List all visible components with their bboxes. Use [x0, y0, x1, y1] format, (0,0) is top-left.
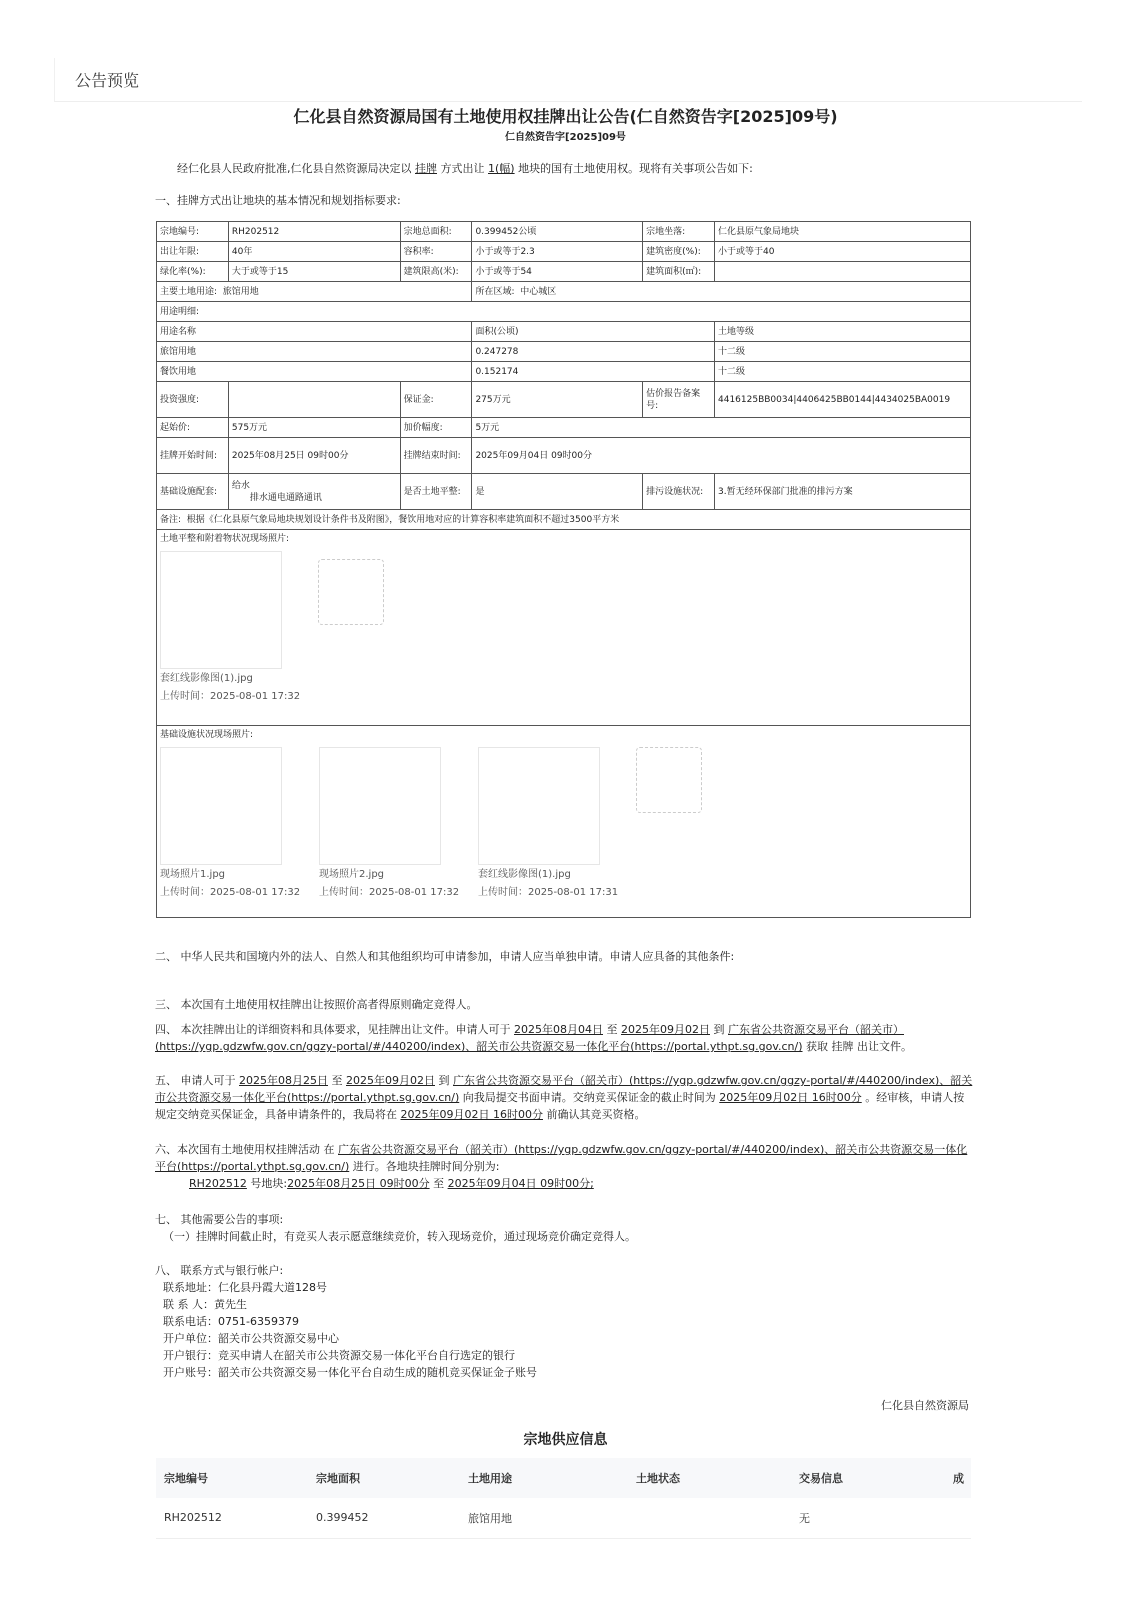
platform-link[interactable]: 广东省公共资源交易平台（韶关市）(https://ygp.gdzwfw.gov.cn/ggzy-portal/#/440200/index)、韶关市公共资源交易一体化平台(https://portal.ythpt.sg.gov.cn/) — [155, 1074, 973, 1104]
table-row — [157, 302, 971, 322]
platform-link[interactable]: 广东省公共资源交易平台（韶关市）(https://ygp.gdzwfw.gov.cn/ggzy-portal/#/440200/index)、韶关市公共资源交易一体化平台(https://portal.ythpt.sg.gov.cn/) — [155, 1143, 968, 1173]
photo-thumbnail[interactable] — [319, 747, 441, 865]
remark-cell: 备注: 根据《仁化县原气象局地块规划设计条件书及附图》，餐饮用地对应的计算容积率建筑面积不超过3500平方米 — [157, 510, 971, 530]
density-value: 小于或等于40 — [715, 242, 971, 262]
height-label: 建筑限高(米): — [400, 262, 472, 282]
increment-value: 5万元 — [472, 418, 971, 438]
parcel-no-label: 宗地编号: — [157, 222, 229, 242]
start-price-label: 起始价: — [157, 418, 229, 438]
table-row — [157, 382, 971, 418]
use-row-area: 0.247278 — [472, 342, 715, 362]
table-cell: RH202512 — [156, 1498, 308, 1538]
sewage-value: 3.暂无经环保部门批准的排污方案 — [715, 474, 971, 510]
photo-upload-time: 上传时间：2025-08-01 17:32 — [319, 886, 460, 898]
image-placeholder-icon — [318, 559, 384, 625]
infra-label: 基础设施配套: — [157, 474, 229, 510]
floor-area-label: 建筑面积(㎡): — [643, 262, 715, 282]
total-area-label: 宗地总面积: — [400, 222, 472, 242]
preview-title: 公告预览 — [75, 71, 140, 90]
section-7: 七、 其他需要公告的事项: （一）挂牌时间截止时，有竞买人表示愿意继续竞价，转入现场竞价，通过现场竞价确定竞得人。 — [155, 1213, 636, 1243]
far-label: 容积率: — [400, 242, 472, 262]
sewage-label: 排污设施状况: — [643, 474, 715, 510]
photo-filename[interactable]: 套红线影像图(1).jpg — [478, 868, 571, 880]
section-1-heading: 一、挂牌方式出让地块的基本情况和规划指标要求: — [155, 194, 401, 207]
photo-filename[interactable]: 现场照片2.jpg — [319, 868, 385, 880]
green-label: 绿化率(%): — [157, 262, 229, 282]
photo-upload-time: 上传时间：2025-08-01 17:32 — [160, 690, 301, 702]
invest-label: 投资强度: — [157, 382, 229, 418]
appraisal-value: 4416125BB0034|4406425BB0144|4434025BA0019 — [715, 382, 971, 418]
use-row-grade: 十二级 — [715, 362, 971, 382]
photo-upload-time: 上传时间：2025-08-01 17:31 — [478, 886, 619, 898]
infra-photos-label: 基础设施状况现场照片: — [160, 729, 254, 740]
infra-value: 给水 排水通电通路通讯 — [228, 474, 400, 510]
column-header: 土地状态 — [628, 1458, 791, 1498]
density-label: 建筑密度(%): — [643, 242, 715, 262]
list-start-label: 挂牌开始时间: — [157, 438, 229, 474]
main-use-value: 旅馆用地 — [222, 286, 259, 297]
table-header-row — [156, 1458, 971, 1498]
table-row — [157, 242, 971, 262]
table-row — [156, 1498, 971, 1538]
use-row-area: 0.152174 — [472, 362, 715, 382]
table-row — [157, 726, 971, 918]
photo-upload-time: 上传时间：2025-08-01 17:32 — [160, 886, 301, 898]
table-cell: 无 — [791, 1498, 953, 1538]
photo-thumbnail[interactable] — [160, 551, 282, 669]
column-header: 宗地面积 — [308, 1458, 460, 1498]
deposit-label: 保证金: — [400, 382, 472, 418]
total-area-value: 0.399452公顷 — [472, 222, 643, 242]
table-cell — [953, 1498, 971, 1538]
table-row — [157, 362, 971, 382]
remark-value: 根据《仁化县原气象局地块规划设计条件书及附图》，餐饮用地对应的计算容积率建筑面积不超过3500平方米 — [186, 514, 620, 525]
photo-thumbnail[interactable] — [160, 747, 282, 865]
term-label: 出让年限: — [157, 242, 229, 262]
main-use-cell: 主要土地用途: 旅馆用地 — [157, 282, 472, 302]
parcel-schedule: RH202512 号地块:2025年08月25日 09时00分 至 2025年09月04日 09时00分; — [189, 1177, 594, 1190]
list-start-value: 2025年08月25日 09时00分 — [228, 438, 400, 474]
section-4: 四、 本次挂牌出让的详细资料和具体要求，见挂牌出让文件。申请人可于 2025年08月04日 至 2025年09月02日 到 广东省公共资源交易平台（韶关市）(https://ygp.gdzwfw.gov.cn/ggzy-portal/#/440200/index)、韶关市公共资源交易一体化平台(https://portal.ythpt.sg.gov.cn/) 获取 挂牌 出让文件。 — [155, 1023, 913, 1053]
image-placeholder-icon — [636, 747, 702, 813]
start-price-value: 575万元 — [228, 418, 400, 438]
list-end-label: 挂牌结束时间: — [400, 438, 472, 474]
table-cell: 0.399452 — [308, 1498, 460, 1538]
photo-thumbnail[interactable] — [478, 747, 600, 865]
table-cell — [628, 1498, 791, 1538]
term-value: 40年 — [228, 242, 400, 262]
table-row — [157, 282, 971, 302]
use-row-name: 旅馆用地 — [157, 342, 472, 362]
leveled-label: 是否土地平整: — [400, 474, 472, 510]
zone-cell: 所在区域: 中心城区 — [472, 282, 971, 302]
intro-count: 1(幅) — [488, 162, 515, 175]
table-row — [157, 262, 971, 282]
intro-method: 挂牌 — [415, 162, 437, 175]
section-2: 二、 中华人民共和国境内外的法人、自然人和其他组织均可申请参加，申请人应当单独申请。申请人应具备的其他条件: — [155, 950, 735, 963]
infra-photos-cell — [157, 726, 971, 918]
use-name-header: 用途名称 — [157, 322, 472, 342]
height-value: 小于或等于54 — [472, 262, 643, 282]
far-value: 小于或等于2.3 — [472, 242, 643, 262]
table-row — [157, 342, 971, 362]
land-photos-cell — [157, 530, 971, 726]
column-header: 交易信息 — [791, 1458, 953, 1498]
photo-filename[interactable]: 套红线影像图(1).jpg — [160, 672, 253, 684]
parcel-no-value: RH202512 — [228, 222, 400, 242]
table-row — [157, 530, 971, 726]
column-header: 宗地编号 — [156, 1458, 308, 1498]
section-6: 六、本次国有土地使用权挂牌活动 在 广东省公共资源交易平台（韶关市）(https://ygp.gdzwfw.gov.cn/ggzy-portal/#/440200/index)、韶关市公共资源交易一体化平台(https://portal.ythpt.sg.gov.cn/) 进行。各地块挂牌时间分别为: RH202512 号地块:2025年08月25日 09时00分 至 2025年09月04日 09时00分; — [155, 1141, 975, 1192]
table-row — [157, 474, 971, 510]
floor-area-value — [715, 262, 971, 282]
increment-label: 加价幅度: — [400, 418, 472, 438]
green-value: 大于或等于15 — [228, 262, 400, 282]
invest-value — [228, 382, 400, 418]
platform-link[interactable]: 广东省公共资源交易平台（韶关市）(https://ygp.gdzwfw.gov.cn/ggzy-portal/#/440200/index)、韶关市公共资源交易一体化平台(https://portal.ythpt.sg.gov.cn/) — [155, 1023, 904, 1053]
use-row-grade: 十二级 — [715, 342, 971, 362]
column-header: 成 — [953, 1458, 971, 1498]
section-5: 五、 申请人可于 2025年08月25日 至 2025年09月02日 到 广东省公共资源交易平台（韶关市）(https://ygp.gdzwfw.gov.cn/ggzy-portal/#/440200/index)、韶关市公共资源交易一体化平台(https://portal.ythpt.sg.gov.cn/) 向我局提交书面申请。交纳竞买保证金的截止时间为 2025年09月02日 16时00分 。经审核，申请人按规定交纳竞买保证金，具备申请条件的，我局将在 2025年09月02日 16时00分 前确认其竞买资格。 — [155, 1074, 973, 1121]
location-value: 仁化县原气象局地块 — [715, 222, 971, 242]
table-row — [157, 222, 971, 242]
land-photos-label: 土地平整和附着物状况现场照片: — [160, 533, 290, 544]
appraisal-label: 估价报告备案号: — [643, 382, 715, 418]
notice-subtitle: 仁自然资告字[2025]09号 — [505, 132, 626, 143]
column-header: 土地用途 — [460, 1458, 628, 1498]
section-3: 三、 本次国有土地使用权挂牌出让按照价高者得原则确定竞得人。 — [155, 998, 478, 1011]
use-detail-label: 用途明细: — [157, 302, 971, 322]
notice-title: 仁化县自然资源局国有土地使用权挂牌出让公告(仁自然资告字[2025]09号) — [293, 107, 838, 126]
intro-paragraph: 经仁化县人民政府批准,仁化县自然资源局决定以 挂牌 方式出让 1(幅) 地块的国有土地使用权。现将有关事项公告如下: — [177, 162, 753, 175]
preview-header — [54, 58, 1082, 102]
deposit-value: 275万元 — [472, 382, 643, 418]
section-8: 八、 联系方式与银行帐户: 联系地址：仁化县丹霞大道128号 联 系 人：黄先生 联系电话：0751-6359379 开户单位：韶关市公共资源交易中心 开户银行：竞买申请人在韶关市公共资源交易一体化平台自行选定的银行 开户账号：韶关市公共资源交易一体化平台自动生成的随机竞买保证金子账号 — [155, 1264, 537, 1379]
zone-value: 中心城区 — [520, 286, 557, 297]
use-area-header: 面积(公顷) — [472, 322, 715, 342]
supply-info-title: 宗地供应信息 — [523, 1432, 608, 1448]
issuer-signature: 仁化县自然资源局 — [881, 1399, 969, 1412]
list-end-value: 2025年09月04日 09时00分 — [472, 438, 971, 474]
table-cell: 旅馆用地 — [460, 1498, 628, 1538]
use-grade-header: 土地等级 — [715, 322, 971, 342]
location-label: 宗地坐落: — [643, 222, 715, 242]
table-row — [157, 322, 971, 342]
use-row-name: 餐饮用地 — [157, 362, 472, 382]
table-row — [157, 418, 971, 438]
table-row — [157, 438, 971, 474]
supply-info-table — [156, 1458, 971, 1539]
table-row — [157, 510, 971, 530]
photo-filename[interactable]: 现场照片1.jpg — [160, 868, 226, 880]
parcel-info-table — [156, 221, 971, 918]
leveled-value: 是 — [472, 474, 643, 510]
